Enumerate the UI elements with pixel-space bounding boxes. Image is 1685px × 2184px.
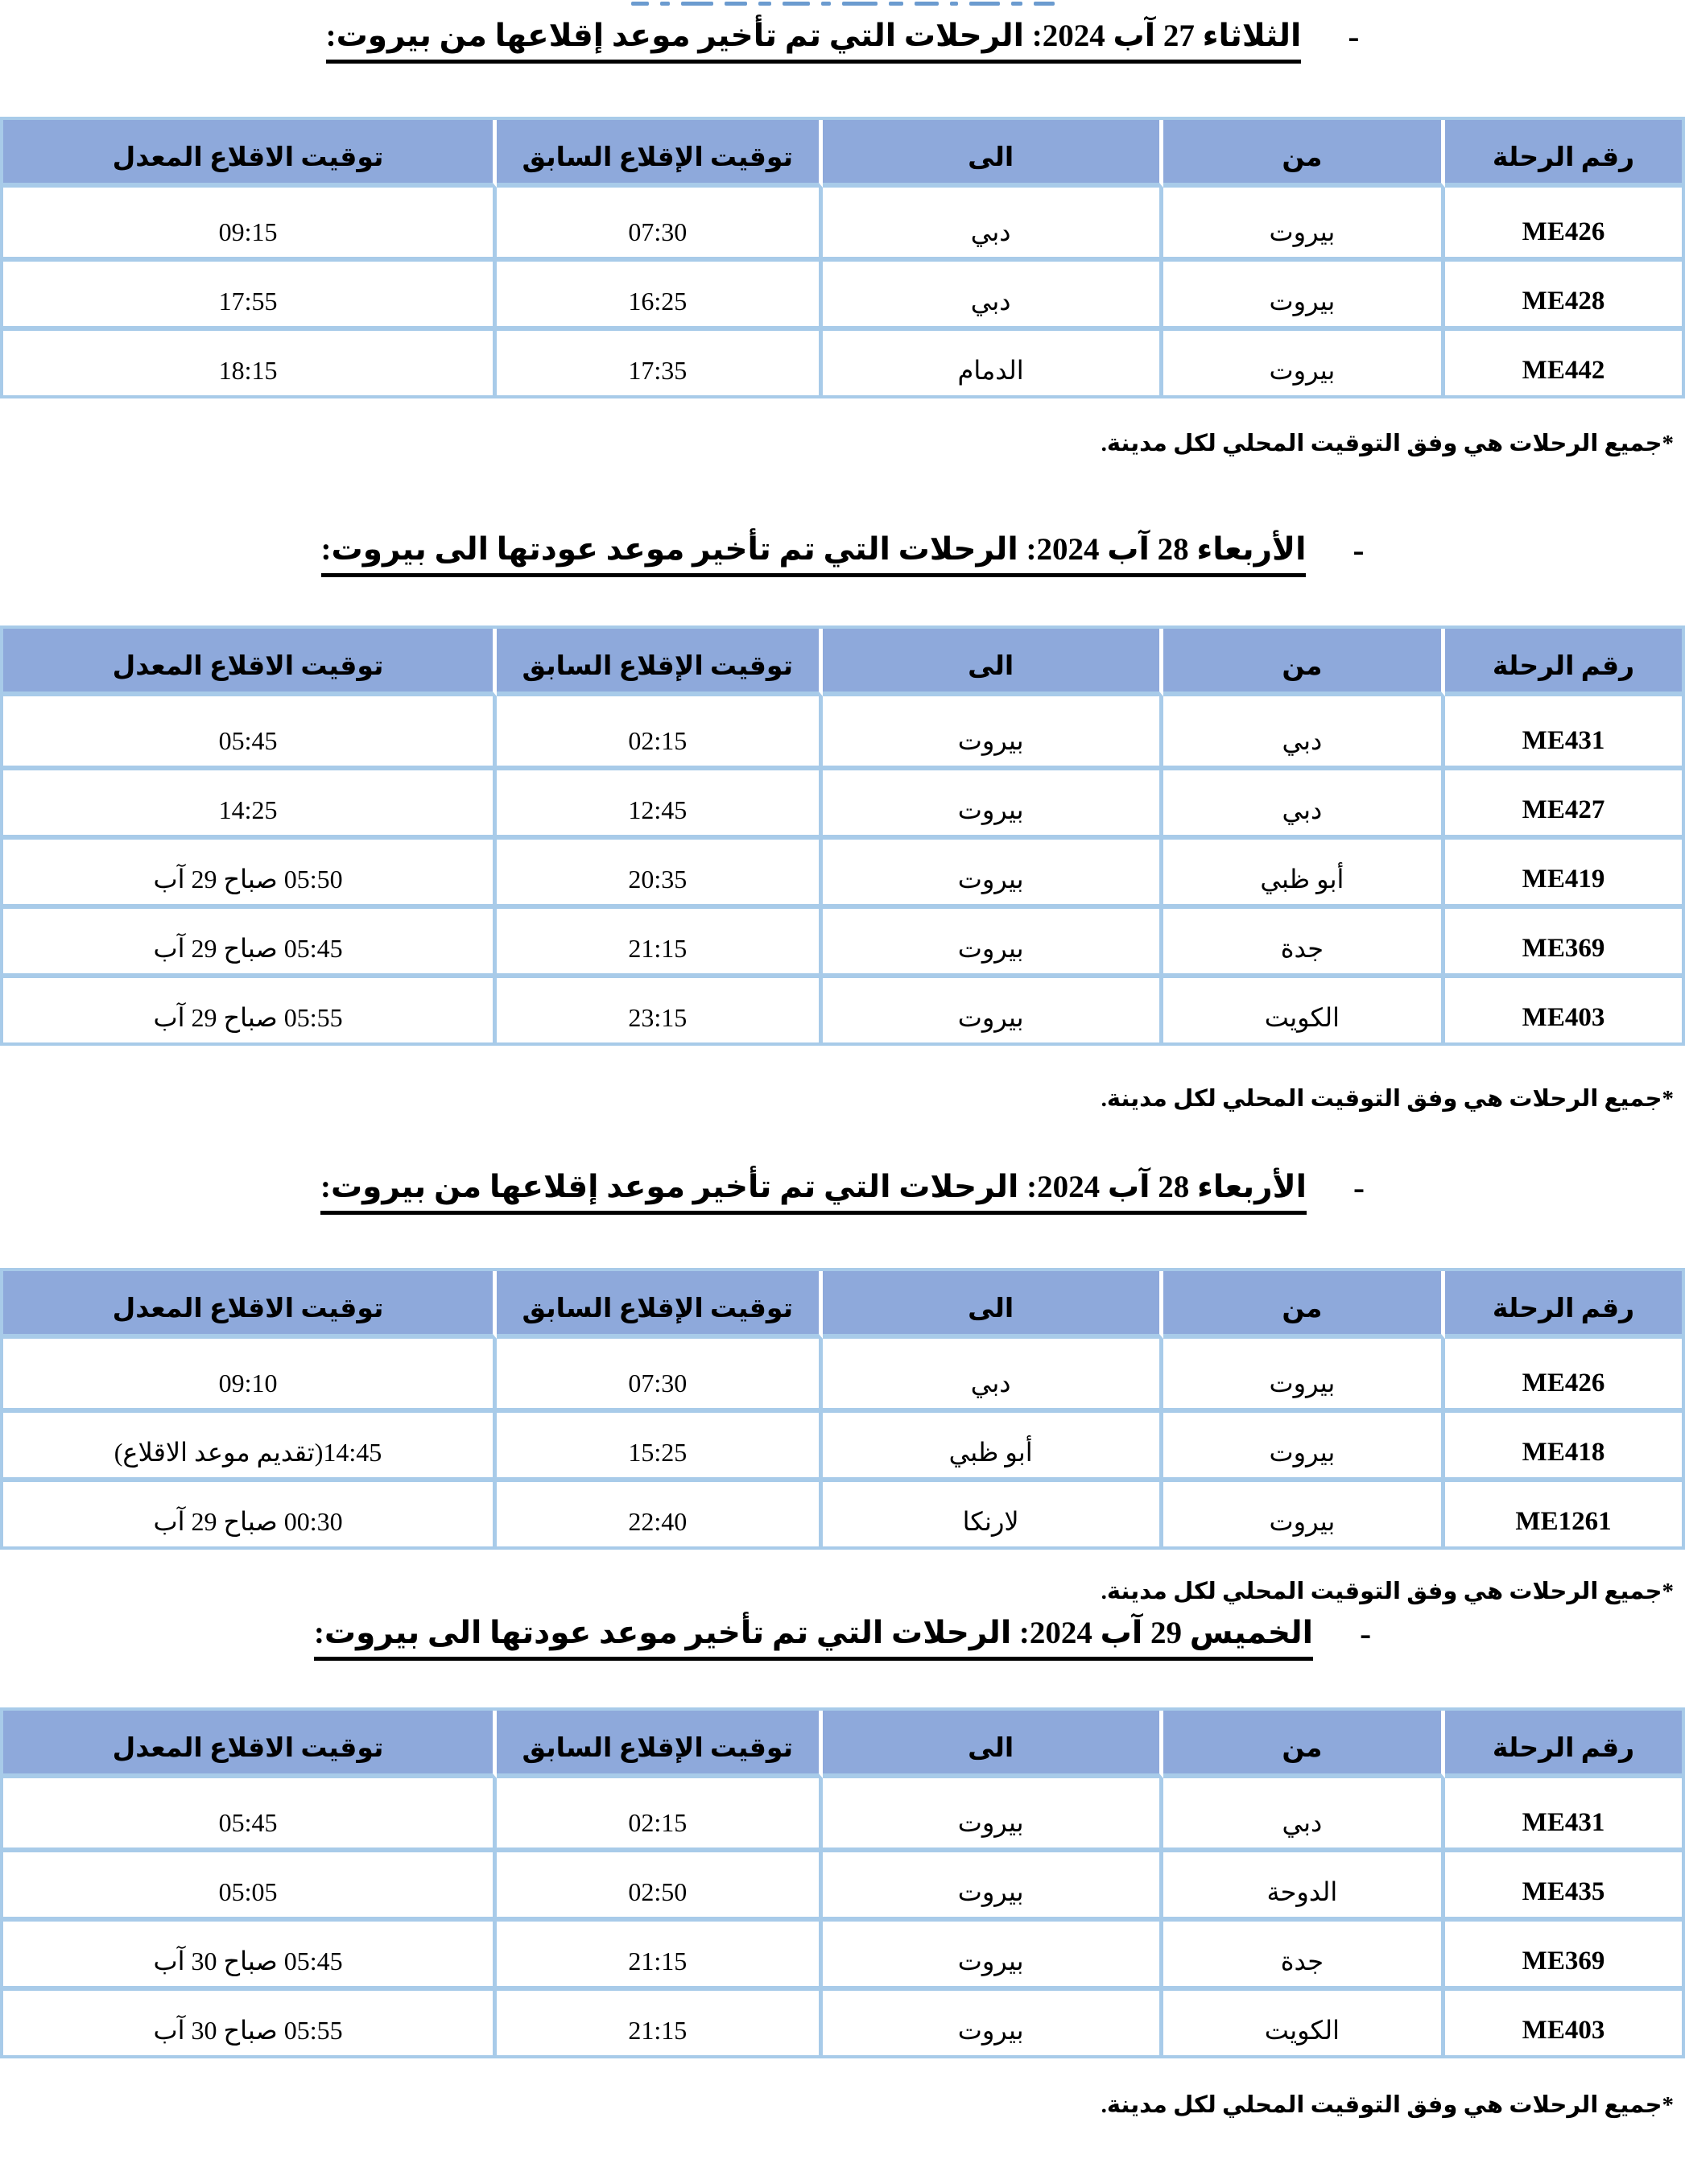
flight-number: ME427	[1445, 766, 1682, 835]
flight-number: ME418	[1445, 1408, 1682, 1477]
destination: أبو ظبي	[823, 1408, 1163, 1477]
previous-departure-time: 20:35	[497, 835, 822, 904]
column-header: الى	[823, 629, 1163, 696]
column-header: رقم الرحلة	[1445, 1711, 1682, 1778]
destination: بيروت	[823, 696, 1163, 766]
origin: جدة	[1163, 904, 1445, 973]
revised-departure-time: 09:10	[3, 1339, 497, 1408]
destination: بيروت	[823, 1778, 1163, 1848]
revised-departure-time: 14:45(تقديم موعد الاقلاع)	[3, 1408, 497, 1477]
revised-departure-time: 05:05	[3, 1848, 497, 1917]
flight-schedule-table	[0, 1707, 1685, 2058]
column-header: رقم الرحلة	[1445, 1271, 1682, 1339]
destination: بيروت	[823, 1917, 1163, 1986]
origin: أبو ظبي	[1163, 835, 1445, 904]
section-title-line	[0, 531, 1685, 577]
destination: بيروت	[823, 835, 1163, 904]
dash-bullet: -	[1353, 1170, 1365, 1207]
section-title: الأربعاء 28 آب 2024: الرحلات التي تم تأخير موعد عودتها الى بيروت:	[321, 531, 1307, 577]
column-header: من	[1163, 1711, 1445, 1778]
flight-delay-section	[0, 1615, 1685, 2119]
column-header: توقيت الإقلاع السابق	[497, 1271, 822, 1339]
revised-departure-time: 09:15	[3, 188, 497, 257]
revised-departure-time: 00:30 صباح 29 آب	[3, 1477, 497, 1546]
revised-departure-time: 05:45 صباح 29 آب	[3, 904, 497, 973]
section-title: الأربعاء 28 آب 2024: الرحلات التي تم تأخير موعد إقلاعها من بيروت:	[320, 1169, 1307, 1215]
column-header: رقم الرحلة	[1445, 629, 1682, 696]
flight-number: ME369	[1445, 1917, 1682, 1986]
flight-delay-section	[0, 1169, 1685, 1605]
revised-departure-time: 05:55 صباح 30 آب	[3, 1986, 497, 2055]
flight-delay-section	[0, 18, 1685, 457]
table-header-row	[3, 1271, 1682, 1339]
table-row	[3, 1339, 1682, 1408]
table-row	[3, 973, 1682, 1042]
column-header: توقيت الإقلاع السابق	[497, 1711, 822, 1778]
revised-departure-time: 17:55	[3, 257, 497, 326]
previous-departure-time: 16:25	[497, 257, 822, 326]
column-header: توقيت الاقلاع المعدل	[3, 1711, 497, 1778]
destination: الدمام	[823, 326, 1163, 395]
origin: بيروت	[1163, 1408, 1445, 1477]
section-title-line	[0, 18, 1685, 64]
destination: بيروت	[823, 904, 1163, 973]
flight-number: ME403	[1445, 1986, 1682, 2055]
previous-departure-time: 21:15	[497, 1917, 822, 1986]
sections-container	[0, 18, 1685, 2119]
table-row	[3, 1477, 1682, 1546]
flight-number: ME426	[1445, 1339, 1682, 1408]
table-row	[3, 257, 1682, 326]
destination: دبي	[823, 257, 1163, 326]
revised-departure-time: 05:50 صباح 29 آب	[3, 835, 497, 904]
origin: جدة	[1163, 1917, 1445, 1986]
destination: بيروت	[823, 1848, 1163, 1917]
destination: بيروت	[823, 973, 1163, 1042]
previous-departure-time: 21:15	[497, 904, 822, 973]
previous-departure-time: 02:50	[497, 1848, 822, 1917]
column-header: الى	[823, 1271, 1163, 1339]
letterhead-clipped-text	[0, 0, 1685, 8]
table-footnote: *جميع الرحلات هي وفق التوقيت المحلي لكل مدينة.	[1101, 1579, 1674, 1604]
section-title: الخميس 29 آب 2024: الرحلات التي تم تأخير موعد عودتها الى بيروت:	[314, 1615, 1313, 1661]
table-row	[3, 1408, 1682, 1477]
column-header: الى	[823, 1711, 1163, 1778]
previous-departure-time: 02:15	[497, 696, 822, 766]
table-row	[3, 326, 1682, 395]
dash-bullet: -	[1353, 532, 1365, 569]
section-title-line	[0, 1169, 1685, 1215]
flight-number: ME431	[1445, 696, 1682, 766]
flight-number: ME1261	[1445, 1477, 1682, 1546]
table-row	[3, 1778, 1682, 1848]
destination: لارنكا	[823, 1477, 1163, 1546]
section-title: الثلاثاء 27 آب 2024: الرحلات التي تم تأخير موعد إقلاعها من بيروت:	[326, 18, 1302, 64]
origin: دبي	[1163, 766, 1445, 835]
column-header: توقيت الإقلاع السابق	[497, 629, 822, 696]
column-header: رقم الرحلة	[1445, 120, 1682, 188]
dash-bullet: -	[1348, 19, 1360, 56]
revised-departure-time: 05:45	[3, 696, 497, 766]
origin: الدوحة	[1163, 1848, 1445, 1917]
table-row	[3, 1917, 1682, 1986]
flight-number: ME426	[1445, 188, 1682, 257]
origin: بيروت	[1163, 1477, 1445, 1546]
revised-departure-time: 14:25	[3, 766, 497, 835]
flight-schedule-table	[0, 625, 1685, 1046]
previous-departure-time: 02:15	[497, 1778, 822, 1848]
revised-departure-time: 05:55 صباح 29 آب	[3, 973, 497, 1042]
table-header-row	[3, 1711, 1682, 1778]
flight-schedule-table	[0, 117, 1685, 398]
flight-number: ME431	[1445, 1778, 1682, 1848]
destination: بيروت	[823, 766, 1163, 835]
origin: بيروت	[1163, 257, 1445, 326]
column-header: من	[1163, 120, 1445, 188]
origin: الكويت	[1163, 973, 1445, 1042]
origin: بيروت	[1163, 1339, 1445, 1408]
revised-departure-time: 18:15	[3, 326, 497, 395]
table-row	[3, 835, 1682, 904]
flight-number: ME403	[1445, 973, 1682, 1042]
flight-number: ME428	[1445, 257, 1682, 326]
previous-departure-time: 22:40	[497, 1477, 822, 1546]
origin: دبي	[1163, 1778, 1445, 1848]
revised-departure-time: 05:45	[3, 1778, 497, 1848]
column-header: توقيت الاقلاع المعدل	[3, 629, 497, 696]
flight-number: ME419	[1445, 835, 1682, 904]
table-footnote: *جميع الرحلات هي وفق التوقيت المحلي لكل مدينة.	[1101, 431, 1674, 456]
flight-number: ME442	[1445, 326, 1682, 395]
table-row	[3, 1848, 1682, 1917]
table-header-row	[3, 629, 1682, 696]
dash-bullet: -	[1360, 1616, 1372, 1653]
destination: دبي	[823, 1339, 1163, 1408]
table-row	[3, 696, 1682, 766]
origin: بيروت	[1163, 326, 1445, 395]
table-row	[3, 904, 1682, 973]
table-header-row	[3, 120, 1682, 188]
table-row	[3, 766, 1682, 835]
origin: بيروت	[1163, 188, 1445, 257]
flight-number: ME435	[1445, 1848, 1682, 1917]
revised-departure-time: 05:45 صباح 30 آب	[3, 1917, 497, 1986]
previous-departure-time: 07:30	[497, 188, 822, 257]
previous-departure-time: 07:30	[497, 1339, 822, 1408]
table-footnote: *جميع الرحلات هي وفق التوقيت المحلي لكل مدينة.	[1101, 2092, 1674, 2118]
previous-departure-time: 12:45	[497, 766, 822, 835]
flight-delay-section	[0, 531, 1685, 1113]
table-footnote: *جميع الرحلات هي وفق التوقيت المحلي لكل مدينة.	[1101, 1086, 1674, 1112]
previous-departure-time: 21:15	[497, 1986, 822, 2055]
flight-schedule-table	[0, 1268, 1685, 1550]
column-header: توقيت الإقلاع السابق	[497, 120, 822, 188]
column-header: من	[1163, 1271, 1445, 1339]
origin: الكويت	[1163, 1986, 1445, 2055]
column-header: توقيت الاقلاع المعدل	[3, 120, 497, 188]
previous-departure-time: 17:35	[497, 326, 822, 395]
section-title-line	[0, 1615, 1685, 1661]
column-header: توقيت الاقلاع المعدل	[3, 1271, 497, 1339]
destination: دبي	[823, 188, 1163, 257]
previous-departure-time: 23:15	[497, 973, 822, 1042]
destination: بيروت	[823, 1986, 1163, 2055]
table-row	[3, 188, 1682, 257]
column-header: من	[1163, 629, 1445, 696]
column-header: الى	[823, 120, 1163, 188]
flight-number: ME369	[1445, 904, 1682, 973]
table-row	[3, 1986, 1682, 2055]
previous-departure-time: 15:25	[497, 1408, 822, 1477]
origin: دبي	[1163, 696, 1445, 766]
